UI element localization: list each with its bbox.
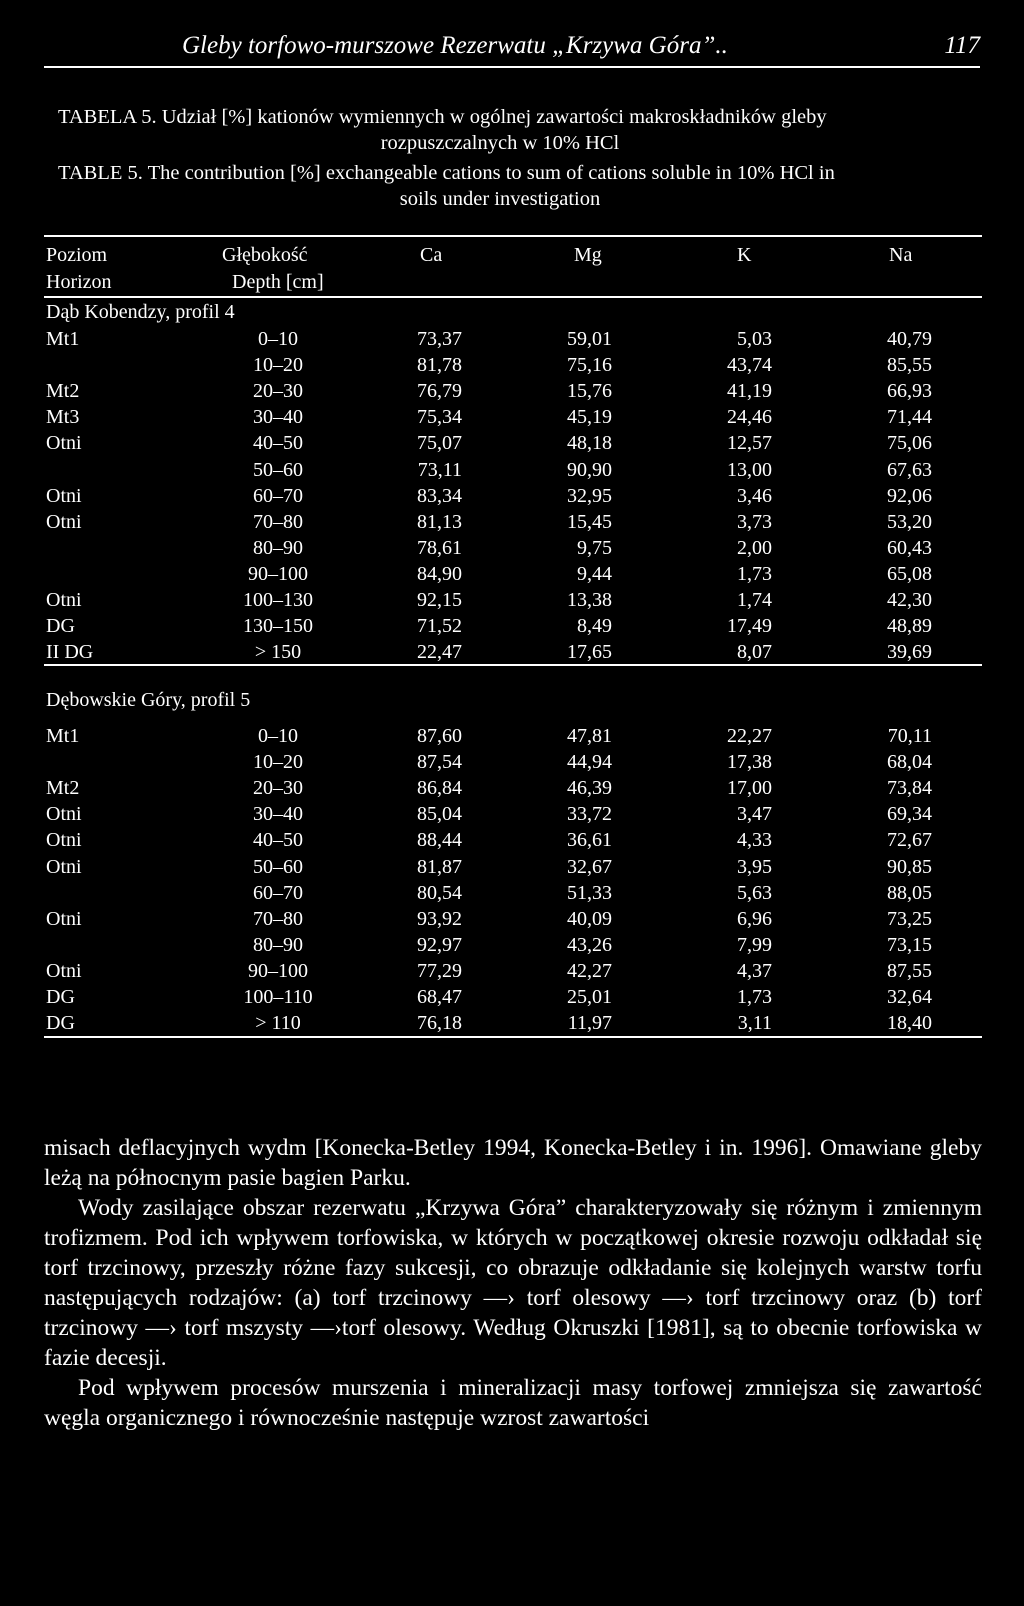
cell-horizon: Otni	[46, 829, 82, 852]
cell-horizon: DG	[46, 1012, 75, 1035]
cell-ca: 86,84	[417, 777, 462, 800]
cell-mg: 32,95	[567, 484, 612, 507]
cell-ca: 87,60	[417, 725, 462, 747]
cell-mg: 15,76	[567, 380, 612, 403]
cell-horizon: DG	[46, 986, 75, 1008]
cell-k: 43,74	[727, 354, 772, 377]
cell-na: 42,30	[887, 589, 932, 611]
cell-na: 65,08	[887, 562, 932, 585]
cell-ca: 84,90	[417, 562, 462, 585]
cell-depth: 0–10	[258, 328, 298, 350]
header-depth-pl: Głębokość	[222, 244, 308, 266]
cell-ca: 73,11	[417, 458, 462, 481]
cell-k: 4,37	[737, 959, 772, 982]
cell-na: 87,55	[887, 959, 932, 982]
paragraph-3: Pod wpływem procesów murszenia i mineralizacji masy torfowej zmniejsza się zawartość węgla organicznego i równocześnie następuje wzrost zawartości	[44, 1375, 982, 1431]
cell-horizon: Otni	[46, 484, 82, 507]
cell-k: 17,38	[727, 751, 772, 774]
cell-na: 69,34	[887, 803, 932, 826]
cell-ca: 81,78	[417, 354, 462, 377]
cell-na: 73,25	[887, 907, 932, 930]
table-top-rule	[44, 235, 982, 237]
cell-ca: 85,04	[417, 803, 462, 826]
cell-horizon: Otni	[46, 907, 82, 930]
cell-na: 71,44	[887, 406, 932, 429]
cell-k: 7,99	[737, 933, 772, 956]
cell-k: 6,96	[737, 907, 772, 930]
header-na: Na	[889, 244, 913, 266]
cell-ca: 75,07	[417, 432, 462, 455]
cell-mg: 32,67	[567, 855, 612, 878]
cell-k: 41,19	[727, 380, 772, 403]
cell-ca: 76,18	[417, 1012, 462, 1035]
caption-pl-line1: TABELA 5. Udział [%] kationów wymiennych w ogólnej zawartości makroskładników gleby	[58, 106, 827, 128]
table-caption-polish	[58, 104, 982, 156]
cell-k: 12,57	[727, 432, 772, 455]
cell-na: 72,67	[887, 829, 932, 852]
cell-k: 1,73	[737, 562, 772, 585]
cell-ca: 71,52	[417, 615, 462, 638]
cell-mg: 36,61	[567, 829, 612, 852]
cell-k: 3,11	[737, 1012, 772, 1035]
cell-k: 2,00	[737, 536, 772, 559]
cell-na: 88,05	[887, 881, 932, 904]
cell-na: 48,89	[887, 615, 932, 638]
cell-depth: 40–50	[253, 829, 303, 852]
header-k: K	[737, 244, 752, 266]
cell-ca: 80,54	[417, 881, 462, 904]
cell-mg: 90,90	[567, 458, 612, 481]
cell-depth: 10–20	[253, 354, 303, 377]
cell-ca: 88,44	[417, 829, 462, 852]
section-bottom-rule	[44, 664, 982, 666]
cell-horizon: Otni	[46, 510, 82, 533]
cell-ca: 75,34	[417, 406, 462, 429]
cell-ca: 92,97	[417, 933, 462, 956]
cell-k: 5,03	[737, 328, 772, 350]
body-text	[44, 1133, 982, 1433]
header-ca: Ca	[420, 244, 443, 266]
cell-depth: 40–50	[253, 432, 303, 455]
cell-na: 32,64	[887, 986, 932, 1008]
cell-mg: 25,01	[567, 986, 612, 1008]
header-mg: Mg	[574, 244, 602, 266]
cell-k: 3,47	[737, 803, 772, 826]
cell-depth: 50–60	[253, 458, 303, 481]
cell-depth: 30–40	[253, 803, 303, 826]
cell-ca: 93,92	[417, 907, 462, 930]
cell-mg: 43,26	[567, 933, 612, 956]
cell-mg: 46,39	[567, 777, 612, 800]
cell-depth: 100–130	[243, 589, 313, 611]
cell-horizon: Mt1	[46, 725, 80, 747]
cell-depth: 30–40	[253, 406, 303, 429]
cell-na: 92,06	[887, 484, 932, 507]
cell-k: 3,46	[737, 484, 772, 507]
cell-horizon: Otni	[46, 432, 82, 455]
page-number: 117	[944, 32, 980, 59]
cell-na: 85,55	[887, 354, 932, 377]
cell-depth: 80–90	[253, 536, 303, 559]
caption-en-line1: TABLE 5. The contribution [%] exchangeable cations to sum of cations soluble in 10% HCl in	[58, 162, 835, 184]
cell-na: 75,06	[887, 432, 932, 455]
cell-na: 53,20	[887, 510, 932, 533]
header-depth-en: Depth [cm]	[232, 271, 324, 293]
cell-mg: 33,72	[567, 803, 612, 826]
cell-na: 90,85	[887, 855, 932, 878]
cell-k: 5,63	[737, 881, 772, 904]
table-caption-english	[58, 160, 982, 212]
cell-ca: 87,54	[417, 751, 462, 774]
cell-na: 73,15	[887, 933, 932, 956]
cell-na: 73,84	[887, 777, 932, 800]
cell-horizon: Otni	[46, 959, 82, 982]
cell-mg: 40,09	[567, 907, 612, 930]
cell-depth: 80–90	[253, 933, 303, 956]
cell-mg: 15,45	[567, 510, 612, 533]
cell-ca: 83,34	[417, 484, 462, 507]
cell-depth: 10–20	[253, 751, 303, 774]
cell-ca: 81,13	[417, 510, 462, 533]
cell-ca: 92,15	[417, 589, 462, 611]
cell-k: 17,49	[727, 615, 772, 638]
cell-k: 1,73	[737, 986, 772, 1008]
cell-mg: 47,81	[567, 725, 612, 747]
cell-depth: 50–60	[253, 855, 303, 878]
cell-na: 70,11	[887, 725, 932, 747]
cell-na: 39,69	[887, 641, 932, 664]
cell-mg: 8,49	[577, 615, 612, 638]
cell-depth: 90–100	[248, 562, 308, 585]
cell-depth: 70–80	[253, 907, 303, 930]
cell-depth: 60–70	[253, 484, 303, 507]
header-bottom-rule	[44, 296, 982, 298]
cell-na: 40,79	[887, 328, 932, 350]
cell-horizon: Mt2	[46, 777, 80, 800]
cell-depth: 60–70	[253, 881, 303, 904]
cell-mg: 75,16	[567, 354, 612, 377]
cell-depth: 20–30	[253, 777, 303, 800]
cell-horizon: Otni	[46, 855, 82, 878]
cell-mg: 11,97	[567, 1012, 612, 1035]
cell-na: 67,63	[887, 458, 932, 481]
section-bottom-rule	[44, 1036, 982, 1038]
cell-mg: 13,38	[567, 589, 612, 611]
cell-ca: 81,87	[417, 855, 462, 878]
cell-k: 4,33	[737, 829, 772, 852]
paragraph-1: misach deflacyjnych wydm [Konecka-Betley 1994, Konecka-Betley i in. 1996]. Omawiane gleby leżą na północnym pasie bagien Parku.	[44, 1135, 982, 1191]
cell-k: 1,74	[737, 589, 772, 611]
cell-mg: 42,27	[567, 959, 612, 982]
cell-k: 17,00	[727, 777, 772, 800]
cell-ca: 77,29	[417, 959, 462, 982]
cell-k: 13,00	[727, 458, 772, 481]
cell-mg: 45,19	[567, 406, 612, 429]
cell-horizon: DG	[46, 615, 75, 638]
cell-depth: 70–80	[253, 510, 303, 533]
running-header	[44, 28, 980, 68]
cell-depth: 90–100	[248, 959, 308, 982]
cell-horizon: Otni	[46, 803, 82, 826]
cell-mg: 9,44	[577, 562, 612, 585]
cell-ca: 68,47	[417, 986, 462, 1008]
cell-depth: 100–110	[243, 986, 313, 1008]
cell-ca: 22,47	[417, 641, 462, 664]
cell-horizon: Mt2	[46, 380, 80, 403]
cell-depth: > 150	[254, 641, 302, 664]
cell-mg: 44,94	[567, 751, 612, 774]
header-horizon-pl: Poziom	[46, 244, 108, 266]
caption-pl-line2: rozpuszczalnych w 10% HCl	[380, 132, 620, 154]
cell-horizon: Mt1	[46, 328, 80, 350]
cell-mg: 48,18	[567, 432, 612, 455]
cell-depth: 20–30	[253, 380, 303, 403]
cell-depth: 130–150	[243, 615, 313, 638]
cell-na: 68,04	[887, 751, 932, 774]
cell-horizon: Otni	[46, 589, 82, 611]
cell-k: 3,95	[737, 855, 772, 878]
cell-ca: 76,79	[417, 380, 462, 403]
cell-ca: 73,37	[417, 328, 462, 350]
cell-k: 3,73	[737, 510, 772, 533]
cell-na: 60,43	[887, 536, 932, 559]
cell-k: 22,27	[727, 725, 772, 747]
cell-na: 18,40	[887, 1012, 932, 1035]
paragraph-2: Wody zasilające obszar rezerwatu „Krzywa Góra” charakteryzowały się różnym i zmiennym trofizmem. Pod ich wpływem torfowiska, w których w początkowej okresie rozwoju odkładał się torf trzcinowy, przeszły różne fazy sukcesji, co obrazuje odkładanie się kolejnych warstw torfu następujących rodzajów: (a) torf trzcinowy —› torf olesowy —› torf trzcinowy oraz (b) torf trzcinowy —› torf mszysty —›torf olesowy. Według Okruszki [1981], są to obecnie torfowiska w fazie decesji.	[44, 1195, 982, 1371]
cell-na: 66,93	[887, 380, 932, 403]
cell-k: 8,07	[737, 641, 772, 664]
section-title: Dąb Kobendzy, profil 4	[46, 301, 235, 323]
section-title: Dębowskie Góry, profil 5	[46, 689, 251, 711]
caption-en-line2: soils under investigation	[399, 188, 601, 210]
cell-mg: 59,01	[567, 328, 612, 350]
cell-mg: 51,33	[567, 881, 612, 904]
cell-horizon: Mt3	[46, 406, 80, 429]
cell-k: 24,46	[727, 406, 772, 429]
cell-ca: 78,61	[417, 536, 462, 559]
header-horizon-en: Horizon	[46, 271, 112, 293]
cell-mg: 17,65	[567, 641, 612, 664]
cell-horizon: II DG	[46, 641, 94, 664]
running-title: Gleby torfowo-murszowe Rezerwatu „Krzywa Góra”..	[182, 32, 728, 59]
cell-mg: 9,75	[577, 536, 612, 559]
cell-depth: 0–10	[258, 725, 298, 747]
cell-depth: > 110	[255, 1012, 301, 1035]
